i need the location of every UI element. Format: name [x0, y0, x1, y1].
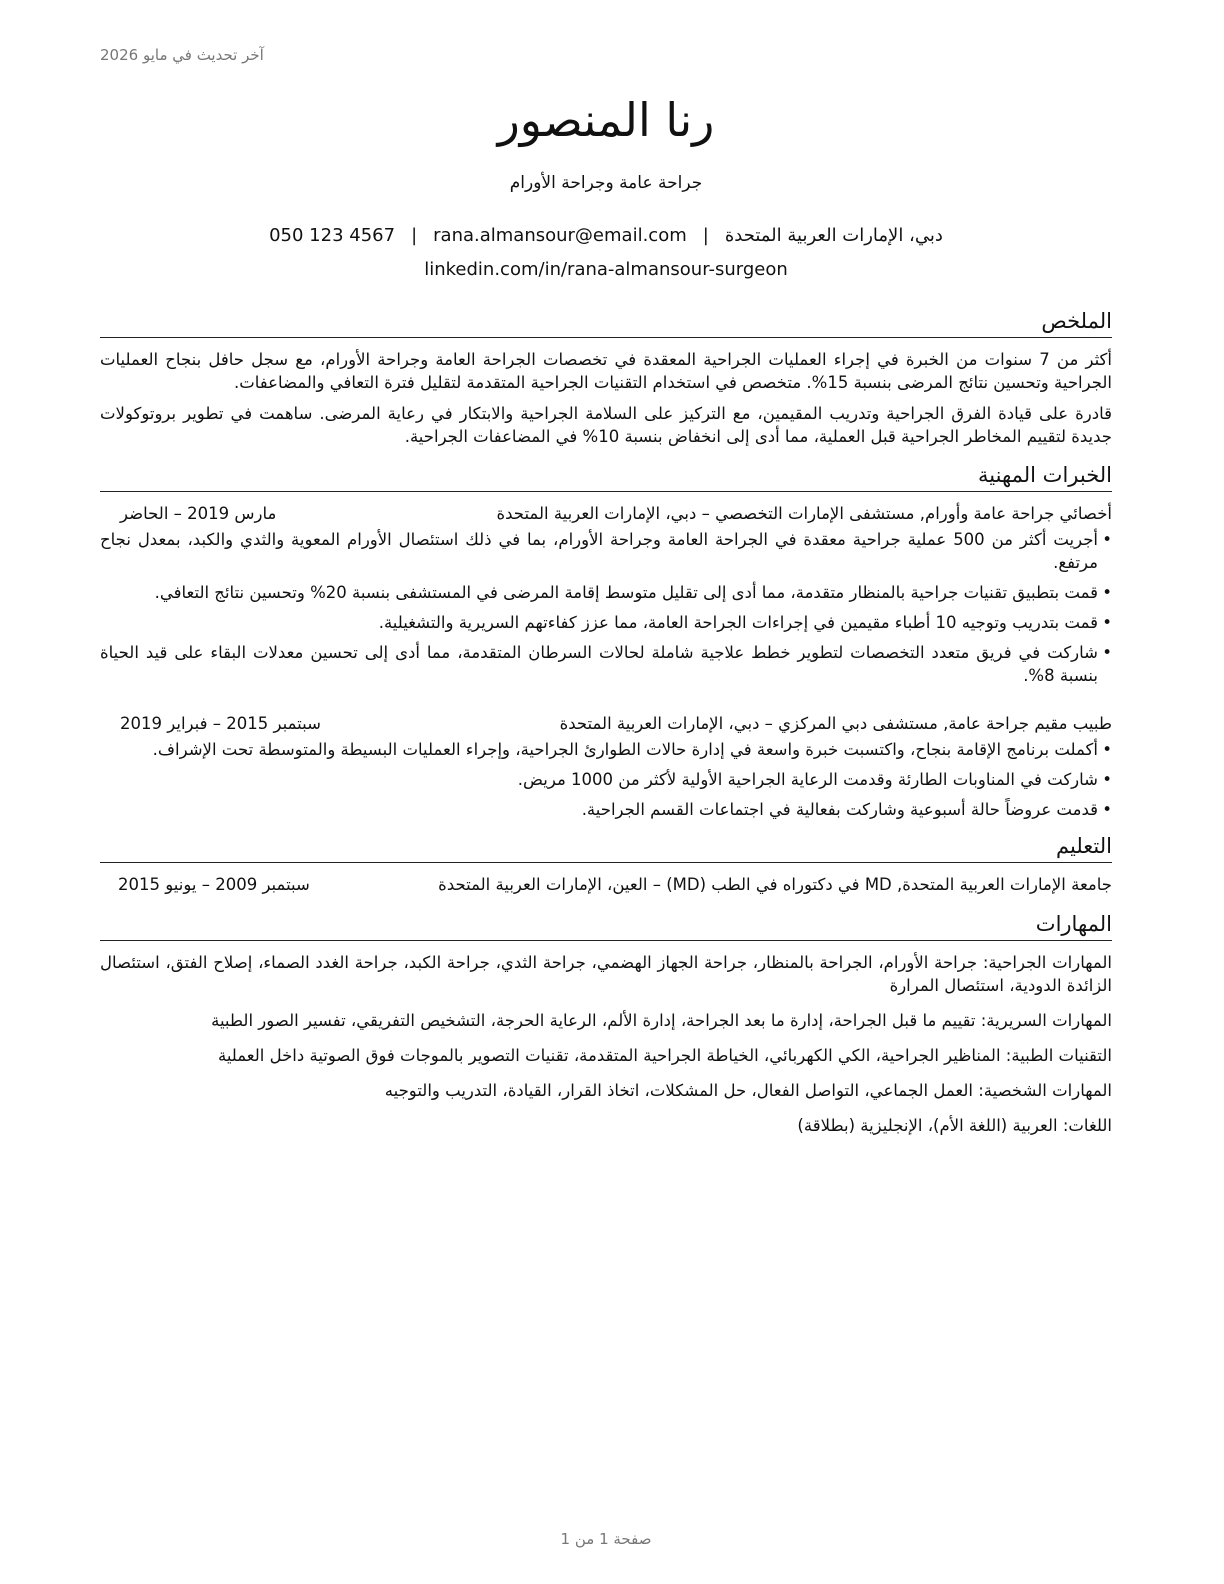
page-number: صفحة 1 من 1 — [560, 1530, 652, 1548]
list-item: • قمت بتدريب وتوجيه 10 أطباء مقيمين في إجراءات الجراحة العامة، مما عزز كفاءتهم السريرية والتشغيلية. — [100, 611, 1112, 634]
job-header — [100, 502, 1112, 526]
skill-line: اللغات: العربية (اللغة الأم)، الإنجليزية (بطلاقة) — [797, 1116, 1112, 1135]
skills-section — [100, 909, 1112, 1137]
contact-separator: | — [702, 225, 709, 246]
list-item: • أجريت أكثر من 500 عملية جراحية معقدة في الجراحة العامة وجراحة الأورام، بما في ذلك استئصال الأورام المعوية والثدي والكبد، بمعدل نجاح مرتفع. — [100, 528, 1112, 574]
job-header — [100, 712, 1112, 736]
contact-phone: 050 123 4567 — [269, 225, 396, 246]
list-item: • قمت بتطبيق تقنيات جراحية بالمنظار متقدمة، مما أدى إلى تقليل متوسط إقامة المرضى في المستشفى بنسبة 20% وتحسين نتائج التعافي. — [100, 581, 1112, 604]
section-heading: التعليم — [100, 831, 1112, 863]
contact-linkedin[interactable]: linkedin.com/in/rana-almansour-surgeon — [424, 259, 788, 280]
job-bullets — [100, 528, 1112, 687]
skill-line: التقنيات الطبية: المناظير الجراحية، الكي الكهربائي، الخياطة الجراحية المتقدمة، تقنيات التصوير بالموجات فوق الصوتية داخل العملية — [217, 1046, 1112, 1065]
contact-line — [100, 222, 1112, 250]
education-section — [100, 831, 1112, 897]
job-entry — [100, 712, 1112, 821]
job-entry — [100, 502, 1112, 687]
education-dates: سبتمبر 2009 – يونيو 2015 — [118, 875, 310, 894]
experience-section — [100, 460, 1112, 821]
list-item: • أكملت برنامج الإقامة بنجاح، واكتسبت خبرة واسعة في إدارة حالات الطوارئ الجراحية، وإجراء العمليات البسيطة والمتوسطة تحت الإشراف. — [100, 738, 1112, 761]
section-heading: المهارات — [100, 909, 1112, 941]
job-dates: مارس 2019 – الحاضر — [120, 504, 277, 523]
candidate-name: رنا المنصور — [497, 93, 715, 147]
education-entry — [100, 873, 1112, 897]
last-updated: آخر تحديث في مايو 2026 — [100, 46, 264, 64]
contact-email[interactable]: rana.almansour@email.com — [433, 225, 687, 246]
section-heading: الخبرات المهنية — [100, 460, 1112, 492]
list-item: • قدمت عروضاً حالة أسبوعية وشاركت بفعالية في اجتماعات القسم الجراحية. — [100, 798, 1112, 821]
resume-page — [100, 0, 1112, 1584]
skill-line: المهارات السريرية: تقييم ما قبل الجراحة، إدارة ما بعد الجراحة، إدارة الألم، الرعاية الحرجة، التشخيص التفريقي، تفسير الصور الطبية — [211, 1011, 1112, 1030]
skill-line: المهارات الجراحية: جراحة الأورام، الجراحة بالمنظار، جراحة الجهاز الهضمي، جراحة الثدي، جراحة الكبد، جراحة الغدد الصماء، إصلاح الفتق، استئصال الزائدة الدودية، استئصال المرارة — [100, 953, 1112, 995]
candidate-title: جراحة عامة وجراحة الأورام — [509, 173, 703, 193]
job-dates: سبتمبر 2015 – فبراير 2019 — [120, 714, 321, 733]
resume-content — [100, 306, 1112, 1149]
section-heading: الملخص — [100, 306, 1112, 338]
summary-section — [100, 306, 1112, 448]
education-text: جامعة الإمارات العربية المتحدة, MD في دكتوراه في الطب (MD) – العين، الإمارات العربية المتحدة — [438, 875, 1112, 894]
summary-paragraph: أكثر من 7 سنوات من الخبرة في إجراء العمليات الجراحية المعقدة في تخصصات الجراحة العامة وجراحة الأورام، مع سجل حافل بنجاح العمليات الجراحية وتحسين نتائج المرضى بنسبة 15%. متخصص في استخدام التقنيات الجراحية المتقدمة لتقليل فترة التعافي والمضاعفات. — [100, 350, 1112, 392]
spacer — [100, 694, 1112, 708]
contact-separator: | — [411, 225, 418, 246]
list-item: • شاركت في المناوبات الطارئة وقدمت الرعاية الجراحية الأولية لأكثر من 1000 مريض. — [100, 768, 1112, 791]
contact-location: دبي، الإمارات العربية المتحدة — [724, 225, 943, 246]
skill-line: المهارات الشخصية: العمل الجماعي، التواصل الفعال، حل المشكلات، اتخاذ القرار، القيادة، التدريب والتوجيه — [384, 1081, 1112, 1100]
list-item: • شاركت في فريق متعدد التخصصات لتطوير خطط علاجية شاملة لحالات السرطان المتقدمة، مما أدى إلى تحسين معدلات البقاء على قيد الحياة بنسبة 8%. — [100, 641, 1112, 687]
job-role-org: طبيب مقيم جراحة عامة, مستشفى دبي المركزي – دبي، الإمارات العربية المتحدة — [559, 714, 1112, 733]
job-role-org: أخصائي جراحة عامة وأورام, مستشفى الإمارات التخصصي – دبي، الإمارات العربية المتحدة — [496, 504, 1112, 523]
job-bullets — [100, 738, 1112, 821]
summary-paragraph: قادرة على قيادة الفرق الجراحية وتدريب المقيمين، مع التركيز على السلامة الجراحية والابتكار في رعاية المرضى. ساهمت في تطوير بروتوكولات جديدة لتقييم المخاطر الجراحية قبل العملية، مما أدى إلى انخفاض بنسبة 10% في المضاعفات الجراحية. — [100, 404, 1112, 446]
